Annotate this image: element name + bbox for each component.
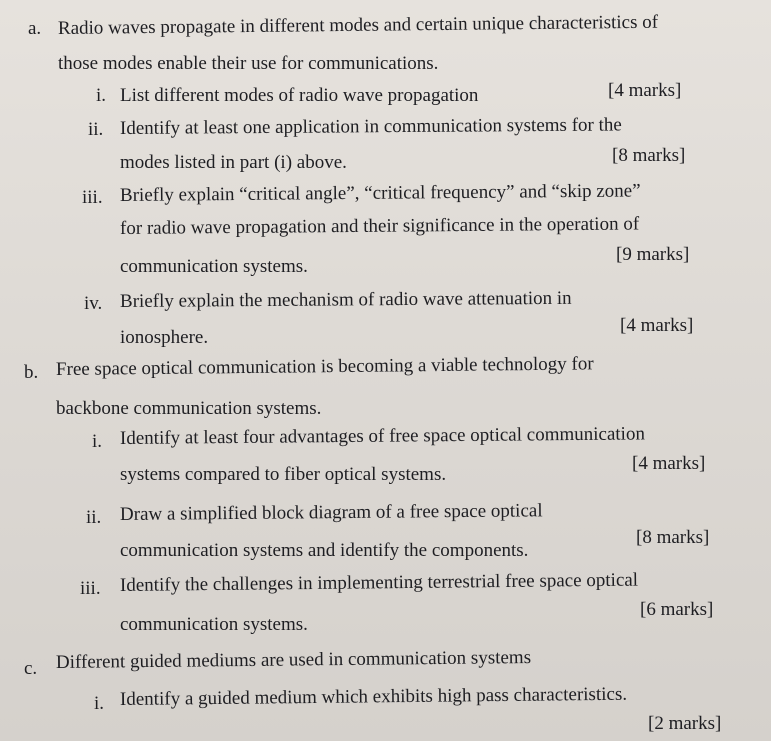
question-c-i-marks: [2 marks] [648,713,722,734]
question-a-ii-text-line-2: modes listed in part (i) above. [120,152,347,173]
question-a-iii-label: iii. [82,187,103,208]
question-c-text-line-1: Different guided mediums are used in communication systems [55,647,532,673]
question-b-i-marks: [4 marks] [632,453,706,474]
question-b-text-line-1: Free space optical communication is becoming a viable technology for [55,353,594,380]
question-a-label: a. [28,18,42,39]
question-b-i-text-line-2: systems compared to fiber optical systems. [120,464,447,485]
question-b-ii-marks: [8 marks] [636,527,710,548]
question-b-ii-text-line-1: Draw a simplified block diagram of a free space optical [119,500,543,525]
question-a-ii-label: ii. [88,119,104,140]
question-b-i-label: i. [92,431,103,452]
question-a-iii-text-line-2: for radio wave propagation and their significance in the operation of [119,213,640,239]
question-a-i-label: i. [96,85,107,106]
question-b-iii-text-line-1: Identify the challenges in implementing terrestrial free space optical [119,569,639,596]
question-c-i-text-line-1: Identify a guided medium which exhibits high pass characteristics. [119,683,628,710]
question-a-iv-marks: [4 marks] [620,315,694,336]
question-b-i-text-line-1: Identify at least four advantages of free space optical communication [119,423,645,449]
question-b-iii-label: iii. [80,578,101,599]
question-a-ii-marks: [8 marks] [612,145,686,166]
question-b-text-line-2: backbone communication systems. [56,398,322,419]
question-a-iv-text-line-1: Briefly explain the mechanism of radio wave attenuation in [119,287,572,312]
question-a-iii-marks: [9 marks] [616,244,690,265]
question-a-i-text-line-1: List different modes of radio wave propagation [120,85,479,106]
question-b-label: b. [24,362,39,383]
question-c-i-label: i. [94,693,105,714]
question-a-iii-text-line-1: Briefly explain “critical angle”, “critical frequency” and “skip zone” [119,180,641,206]
question-a-i-marks: [4 marks] [608,80,682,101]
question-b-iii-marks: [6 marks] [640,599,714,620]
question-b-ii-label: ii. [86,507,102,528]
question-a-ii-text-line-1: Identify at least one application in communication systems for the [119,114,622,139]
question-b-iii-text-line-2: communication systems. [120,614,308,635]
question-a-text-line-1: Radio waves propagate in different modes and certain unique characteristics of [57,11,659,39]
question-a-iv-text-line-2: ionosphere. [120,327,209,348]
question-a-text-line-2: those modes enable their use for communications. [58,53,439,74]
question-a-iv-label: iv. [84,293,103,314]
question-b-ii-text-line-2: communication systems and identify the components. [120,540,529,561]
question-a-iii-text-line-3: communication systems. [120,256,308,277]
question-c-label: c. [24,658,38,679]
